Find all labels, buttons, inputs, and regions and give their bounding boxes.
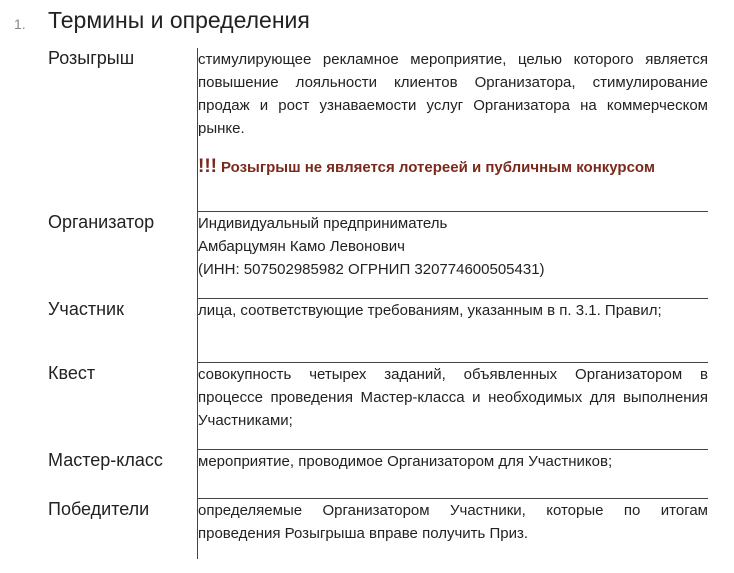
section-number: 1. (14, 16, 26, 32)
term-winners: Победители (48, 499, 198, 560)
warning-note (198, 155, 708, 179)
definition-master-class: мероприятие, проводимое Организатором для Участников; (198, 450, 709, 499)
section-title: Термины и определения (48, 7, 310, 33)
definition-raffle (198, 48, 709, 212)
table-row (48, 48, 708, 212)
organizer-line: Индивидуальный предприниматель (198, 215, 448, 232)
warning-text: Розыгрыш не является лотереей и публичным конкурсом (220, 159, 655, 176)
definition-winners: определяемые Организатором Участники, которые по итогам проведения Розыгрыша вправе получить Приз. (198, 499, 709, 560)
table-row (48, 363, 708, 450)
definitions-table (48, 48, 708, 559)
term-raffle: Розыгрыш (48, 48, 198, 212)
section-heading (0, 0, 734, 48)
organizer-line: (ИНН: 507502985982 ОГРНИП 320774600505431) (198, 261, 545, 278)
term-quest: Квест (48, 363, 198, 450)
table-row (48, 212, 708, 299)
definition-organizer (198, 212, 709, 299)
definition-quest: совокупность четырех заданий, объявленных Организатором в процессе проведения Мастер-класса и необходимых для выполнения Участниками; (198, 363, 709, 450)
term-participant: Участник (48, 299, 198, 363)
definition-raffle-text: стимулирующее рекламное мероприятие, целью которого является повышение лояльности клиентов Организатора, стимулирование продаж и рост узнаваемости услуг Организатора на коммерческом рынке. (198, 51, 708, 137)
table-row (48, 450, 708, 499)
table-row (48, 499, 708, 560)
organizer-line: Амбарцумян Камо Левонович (198, 238, 405, 255)
table-row (48, 299, 708, 363)
definition-participant: лица, соответствующие требованиям, указанным в п. 3.1. Правил; (198, 299, 709, 363)
term-organizer: Организатор (48, 212, 198, 299)
term-master-class: Мастер-класс (48, 450, 198, 499)
warning-icon: !!! (198, 156, 217, 177)
